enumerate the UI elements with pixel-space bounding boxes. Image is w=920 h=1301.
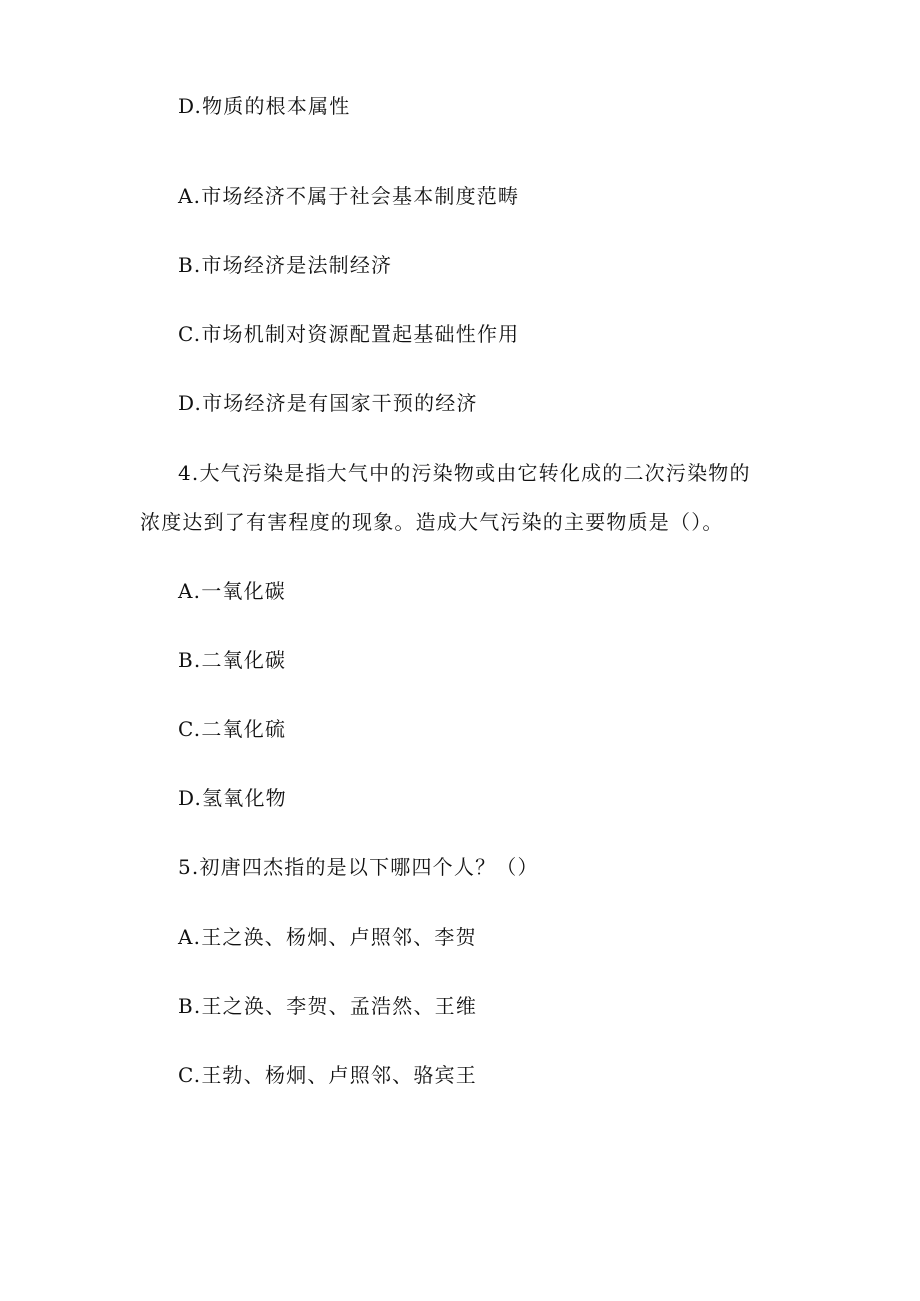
q5-option-c: C.王勃、杨炯、卢照邻、骆宾王: [178, 1063, 477, 1087]
q3-option-d: D.市场经济是有国家干预的经济: [178, 391, 478, 415]
q4-option-a: A.一氧化碳: [178, 579, 287, 603]
q4-stem-line2: 浓度达到了有害程度的现象。造成大气污染的主要物质是（）。: [140, 510, 724, 534]
q4-option-b: B.二氧化碳: [178, 648, 287, 672]
q5-stem: 5.初唐四杰指的是以下哪四个人？（）: [178, 855, 539, 879]
q4-stem-line1: 4.大气污染是指大气中的污染物或由它转化成的二次污染物的: [178, 461, 751, 485]
q3-option-c: C.市场机制对资源配置起基础性作用: [178, 322, 520, 346]
prev-question-option-d: D.物质的根本属性: [178, 94, 351, 118]
q4-option-d: D.氢氧化物: [178, 786, 287, 810]
q3-option-b: B.市场经济是法制经济: [178, 253, 393, 277]
q4-option-c: C.二氧化硫: [178, 717, 287, 741]
q5-option-b: B.王之涣、李贺、孟浩然、王维: [178, 994, 478, 1018]
q3-option-a: A.市场经济不属于社会基本制度范畴: [178, 184, 520, 208]
q5-option-a: A.王之涣、杨炯、卢照邻、李贺: [178, 925, 477, 949]
